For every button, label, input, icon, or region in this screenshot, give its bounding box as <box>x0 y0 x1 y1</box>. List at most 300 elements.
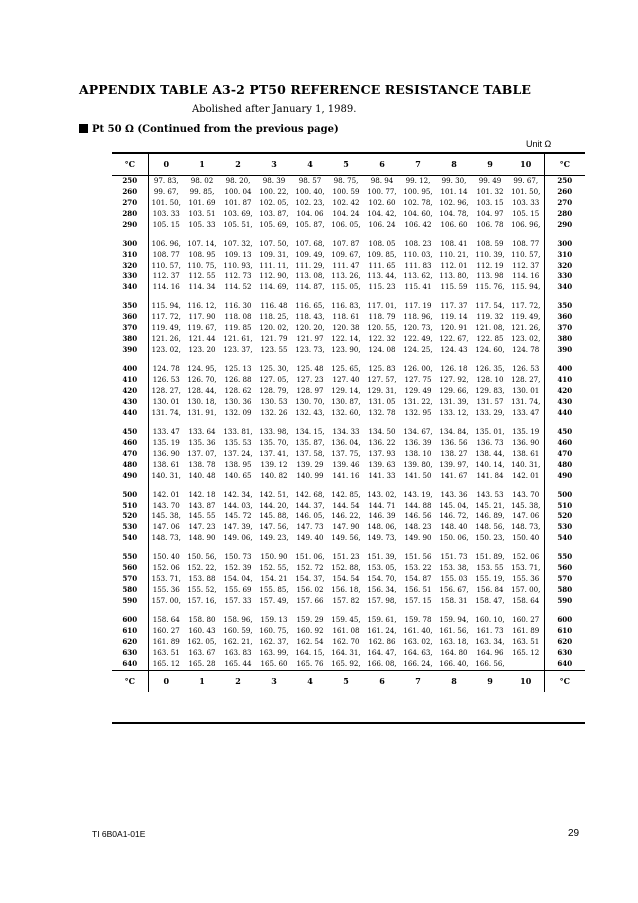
resistance-cell: 140. 48 <box>188 470 216 480</box>
table-row <box>112 449 585 460</box>
resistance-cell: 145. 21, <box>475 500 505 510</box>
table-row <box>112 345 585 356</box>
spacer-cell <box>544 231 585 239</box>
resistance-cell: 120. 38 <box>332 323 360 333</box>
resistance-cell: 123. 02, <box>151 345 181 355</box>
resistance-cell: 159. 61, <box>367 615 397 625</box>
resistance-cell: 109. 13 <box>224 249 252 259</box>
header-col-5: 5 <box>328 154 364 176</box>
resistance-cell: 115. 41 <box>404 282 432 292</box>
resistance-cell: 147. 23 <box>188 522 216 532</box>
resistance-cell: 110. 03, <box>403 249 433 259</box>
resistance-cell: 164. 80 <box>440 647 468 657</box>
resistance-cell: 142. 18 <box>188 489 216 499</box>
resistance-cell: 103. 33 <box>152 208 180 218</box>
resistance-cell: 161. 89 <box>512 625 540 635</box>
spacer-cell <box>184 544 220 552</box>
spacer-cell <box>184 231 220 239</box>
temperature-cell-left: 410 <box>112 375 148 386</box>
resistance-cell: 153. 05, <box>367 563 397 573</box>
resistance-cell: 152. 88, <box>331 563 361 573</box>
resistance-cell: 126. 88 <box>224 375 252 385</box>
header-col-0: 0 <box>148 154 184 176</box>
resistance-cell: 144. 37, <box>295 500 325 510</box>
resistance-cell: 131. 39, <box>439 396 469 406</box>
resistance-cell: 98. 20, <box>225 176 251 185</box>
resistance-cell: 125. 48 <box>296 364 324 374</box>
row-group-spacer <box>112 293 585 301</box>
resistance-cell: 159. 29 <box>296 615 324 625</box>
resistance-cell: 102. 96, <box>439 197 469 207</box>
resistance-cell: 122. 67, <box>439 334 469 344</box>
resistance-cell: 160. 43 <box>188 625 216 635</box>
spacer-cell <box>292 356 328 364</box>
table-row <box>112 323 585 334</box>
resistance-cell: 121. 26, <box>511 323 541 333</box>
resistance-cell: 105. 87, <box>295 219 325 229</box>
resistance-cell: 127. 40 <box>332 375 360 385</box>
resistance-cell: 162. 21, <box>223 636 253 646</box>
resistance-cell: 160. 27 <box>152 625 180 635</box>
resistance-cell: 149. 06, <box>223 533 253 543</box>
footer-row <box>112 670 585 692</box>
temperature-cell-left: 260 <box>112 187 148 198</box>
spacer-cell <box>220 607 256 615</box>
temperature-cell-right: 530 <box>544 522 585 533</box>
temperature-cell-left: 530 <box>112 522 148 533</box>
resistance-cell: 145. 88, <box>259 511 289 521</box>
table-row <box>112 250 585 261</box>
resistance-cell: 136. 22 <box>368 437 396 447</box>
resistance-cell: 119. 32 <box>476 312 504 322</box>
resistance-cell: 142. 01 <box>512 470 540 480</box>
footer-col-9: 9 <box>472 670 508 692</box>
spacer-cell <box>148 481 184 489</box>
resistance-cell: 128. 44, <box>187 385 217 395</box>
header-col-4: 4 <box>292 154 328 176</box>
resistance-cell: 115. 23 <box>368 282 396 292</box>
resistance-cell: 110. 39, <box>475 249 505 259</box>
resistance-cell: 138. 78 <box>188 459 216 469</box>
resistance-cell: 101. 50, <box>151 197 181 207</box>
table-row <box>112 574 585 585</box>
resistance-cell: 157. 00, <box>151 595 181 605</box>
resistance-cell: 156. 02 <box>296 585 324 595</box>
table-row <box>112 471 585 482</box>
resistance-cell: 149. 23, <box>259 533 289 543</box>
footer-col-10: 10 <box>508 670 544 692</box>
spacer-cell <box>544 544 585 552</box>
temperature-cell-right: 260 <box>544 187 585 198</box>
resistance-cell: 103. 33 <box>512 197 540 207</box>
resistance-cell: 146. 72, <box>439 511 469 521</box>
resistance-cell: 151. 73 <box>440 552 468 562</box>
resistance-cell: 166. 08, <box>367 658 397 668</box>
table-row <box>112 220 585 231</box>
resistance-cell: 117. 19 <box>404 301 432 311</box>
resistance-cell: 151. 56 <box>404 552 432 562</box>
resistance-cell: 138. 61 <box>512 448 540 458</box>
spacer-cell <box>400 481 436 489</box>
resistance-cell: 132. 60, <box>331 407 361 417</box>
resistance-cell: 152. 22, <box>187 563 217 573</box>
temperature-cell-right: 440 <box>544 408 585 419</box>
resistance-cell: 128. 97 <box>296 385 324 395</box>
resistance-cell: 152. 39 <box>224 563 252 573</box>
temperature-cell-right: 490 <box>544 471 585 482</box>
spacer-cell <box>508 231 544 239</box>
resistance-cell: 99. 85, <box>189 186 215 196</box>
temperature-cell-left: 280 <box>112 209 148 220</box>
resistance-cell: 119. 49, <box>151 323 181 333</box>
temperature-cell-right: 320 <box>544 261 585 272</box>
temperature-cell-right: 430 <box>544 397 585 408</box>
footer-col-0: 0 <box>148 670 184 692</box>
spacer-cell <box>220 356 256 364</box>
resistance-cell: 146. 05, <box>295 511 325 521</box>
resistance-cell: 126. 18 <box>440 364 468 374</box>
resistance-cell: 113. 98 <box>476 271 504 281</box>
resistance-cell: 148. 23 <box>404 522 432 532</box>
resistance-cell: 101. 50, <box>511 186 541 196</box>
table-row <box>112 282 585 293</box>
spacer-cell <box>436 356 472 364</box>
spacer-cell <box>364 544 400 552</box>
resistance-cell: 98. 57 <box>298 176 322 185</box>
spacer-cell <box>328 481 364 489</box>
resistance-cell: 157. 98, <box>367 595 397 605</box>
footer-col-2: 2 <box>220 670 256 692</box>
resistance-cell: 105. 33 <box>188 219 216 229</box>
resistance-cell: 128. 79, <box>259 385 289 395</box>
resistance-cell: 163. 67 <box>188 647 216 657</box>
resistance-cell: 98. 39 <box>262 176 286 185</box>
resistance-cell: 149. 40 <box>296 533 324 543</box>
spacer-cell <box>472 231 508 239</box>
resistance-cell: 113. 44, <box>367 271 397 281</box>
resistance-cell: 109. 31, <box>259 249 289 259</box>
table-row <box>112 648 585 659</box>
resistance-cell: 136. 73 <box>476 437 504 447</box>
resistance-cell: 122. 49, <box>403 334 433 344</box>
resistance-cell: 137. 75, <box>331 448 361 458</box>
temperature-cell-left: 570 <box>112 574 148 585</box>
resistance-cell: 136. 39 <box>404 437 432 447</box>
footer-col-1: 1 <box>184 670 220 692</box>
resistance-cell: 149. 56, <box>331 533 361 543</box>
temperature-cell-right: 350 <box>544 301 585 312</box>
resistance-cell: 125. 13 <box>224 364 252 374</box>
resistance-cell: 119. 49, <box>511 312 541 322</box>
resistance-cell: 160. 10, <box>475 615 505 625</box>
resistance-cell: 102. 05, <box>259 197 289 207</box>
resistance-cell: 103. 51 <box>188 208 216 218</box>
resistance-cell: 156. 34, <box>367 585 397 595</box>
temperature-cell-left: 580 <box>112 585 148 596</box>
resistance-cell: 123. 20 <box>188 345 216 355</box>
resistance-cell: 163. 51 <box>512 636 540 646</box>
resistance-cell: 114. 87, <box>295 282 325 292</box>
resistance-table <box>112 154 585 692</box>
resistance-cell: 142. 85, <box>331 489 361 499</box>
resistance-cell: 127. 92, <box>439 375 469 385</box>
resistance-cell: 143. 87 <box>188 500 216 510</box>
table-row <box>112 427 585 438</box>
resistance-cell: 124. 25, <box>403 345 433 355</box>
resistance-cell: 136. 04, <box>331 437 361 447</box>
resistance-cell: 145. 72 <box>224 511 252 521</box>
temperature-cell-right: 270 <box>544 198 585 209</box>
resistance-cell: 114. 34 <box>188 282 216 292</box>
resistance-cell: 102. 60 <box>368 197 396 207</box>
header-col-6: 6 <box>364 154 400 176</box>
spacer-cell <box>256 419 292 427</box>
resistance-cell: 97. 83, <box>153 176 179 185</box>
resistance-cell: 152. 06 <box>512 552 540 562</box>
resistance-cell: 165. 76 <box>296 658 324 668</box>
resistance-cell: 100. 77, <box>367 186 397 196</box>
resistance-cell: 121. 79 <box>260 334 288 344</box>
temperature-cell-left: 430 <box>112 397 148 408</box>
spacer-cell <box>328 607 364 615</box>
resistance-cell: 120. 73, <box>403 323 433 333</box>
spacer-cell <box>472 293 508 301</box>
resistance-cell: 116. 48 <box>260 301 288 311</box>
resistance-cell: 147. 56, <box>259 522 289 532</box>
resistance-cell: 141. 50 <box>404 470 432 480</box>
resistance-cell: 144. 54 <box>332 500 360 510</box>
table-row <box>112 438 585 449</box>
resistance-cell: 148. 40 <box>440 522 468 532</box>
table-row <box>112 239 585 250</box>
temperature-cell-right: 620 <box>544 637 585 648</box>
resistance-cell: 164. 31, <box>331 647 361 657</box>
spacer-cell <box>112 544 148 552</box>
temperature-cell-right: 470 <box>544 449 585 460</box>
resistance-cell: 139. 46 <box>332 459 360 469</box>
temperature-cell-right: 510 <box>544 501 585 512</box>
spacer-cell <box>328 544 364 552</box>
header-col-2: 2 <box>220 154 256 176</box>
resistance-cell: 164. 96 <box>476 647 504 657</box>
resistance-cell: 156. 67, <box>439 585 469 595</box>
resistance-cell: 108. 95 <box>188 249 216 259</box>
spacer-cell <box>436 419 472 427</box>
temperature-cell-right: 370 <box>544 323 585 334</box>
resistance-cell: 166. 40, <box>439 658 469 668</box>
resistance-cell: 163. 51 <box>152 647 180 657</box>
resistance-cell: 111. 83 <box>404 260 432 270</box>
resistance-cell: 155. 52, <box>187 585 217 595</box>
spacer-cell <box>472 481 508 489</box>
resistance-cell: 157. 66 <box>296 595 324 605</box>
resistance-cell: 113. 08, <box>295 271 325 281</box>
temperature-cell-left: 460 <box>112 438 148 449</box>
temperature-cell-right: 580 <box>544 585 585 596</box>
temperature-cell-right: 600 <box>544 615 585 626</box>
resistance-cell: 158. 80 <box>188 615 216 625</box>
resistance-cell: 143. 70 <box>512 489 540 499</box>
temperature-cell-right: 410 <box>544 375 585 386</box>
resistance-cell: 126. 00, <box>403 364 433 374</box>
resistance-cell: 135. 53 <box>224 437 252 447</box>
resistance-cell: 115. 76, <box>475 282 505 292</box>
resistance-cell: 121. 61, <box>223 334 253 344</box>
table-row <box>112 585 585 596</box>
table-row <box>112 261 585 272</box>
resistance-cell: 106. 42 <box>404 219 432 229</box>
resistance-cell: 153. 38, <box>439 563 469 573</box>
resistance-cell: 131. 74, <box>151 407 181 417</box>
resistance-cell: 156. 18, <box>331 585 361 595</box>
temperature-cell-right: 250 <box>544 176 585 187</box>
temperature-cell-right: 610 <box>544 626 585 637</box>
resistance-cell: 126. 35, <box>475 364 505 374</box>
resistance-cell: 144. 20, <box>259 500 289 510</box>
resistance-cell: 106. 96, <box>151 238 181 248</box>
spacer-cell <box>472 356 508 364</box>
resistance-cell: 99. 49 <box>478 176 502 185</box>
resistance-cell: 107. 50, <box>259 238 289 248</box>
resistance-cell: 106. 24 <box>368 219 396 229</box>
temperature-cell-left: 400 <box>112 364 148 375</box>
spacer-cell <box>544 419 585 427</box>
resistance-cell: 101. 87 <box>224 197 252 207</box>
spacer-cell <box>256 231 292 239</box>
resistance-cell: 130. 01 <box>512 385 540 395</box>
spacer-cell <box>544 481 585 489</box>
resistance-cell: 108. 77 <box>152 249 180 259</box>
resistance-cell: 150. 06, <box>439 533 469 543</box>
resistance-cell: 124. 60, <box>475 345 505 355</box>
table-row <box>112 626 585 637</box>
spacer-cell <box>436 544 472 552</box>
table-row <box>112 522 585 533</box>
resistance-cell: 123. 73, <box>295 345 325 355</box>
spacer-cell <box>220 481 256 489</box>
section-heading <box>79 124 339 135</box>
resistance-cell: 133. 98, <box>259 426 289 436</box>
resistance-cell: 118. 61 <box>332 312 360 322</box>
document-code: TI 6B0A1-01E <box>92 829 146 839</box>
header-row <box>112 154 585 176</box>
spacer-cell <box>148 607 184 615</box>
table-row <box>112 198 585 209</box>
resistance-cell: 130. 87, <box>331 396 361 406</box>
resistance-cell: 117. 01, <box>367 301 397 311</box>
resistance-cell: 112. 55 <box>188 271 216 281</box>
resistance-cell: 141. 84 <box>476 470 504 480</box>
temperature-cell-right: 460 <box>544 438 585 449</box>
spacer-cell <box>364 293 400 301</box>
resistance-cell: 148. 73, <box>151 533 181 543</box>
temperature-cell-left: 600 <box>112 615 148 626</box>
spacer-cell <box>184 481 220 489</box>
spacer-cell <box>364 356 400 364</box>
resistance-cell: 110. 57, <box>151 260 181 270</box>
table-row <box>112 397 585 408</box>
resistance-cell: 145. 55 <box>188 511 216 521</box>
spacer-cell <box>436 293 472 301</box>
resistance-cell: 148. 73, <box>511 522 541 532</box>
header-col-7: 7 <box>400 154 436 176</box>
temperature-cell-left: 490 <box>112 471 148 482</box>
resistance-cell: 153. 55 <box>476 563 504 573</box>
resistance-cell: 148. 56, <box>475 522 505 532</box>
resistance-cell: 118. 25, <box>259 312 289 322</box>
spacer-cell <box>292 544 328 552</box>
resistance-cell: 146. 39 <box>368 511 396 521</box>
resistance-cell: 100. 40, <box>295 186 325 196</box>
resistance-cell: 110. 21, <box>439 249 469 259</box>
temperature-cell-right: 400 <box>544 364 585 375</box>
spacer-cell <box>544 356 585 364</box>
resistance-cell: 102. 78, <box>403 197 433 207</box>
table-row <box>112 271 585 282</box>
resistance-cell: 139. 97, <box>439 459 469 469</box>
temperature-cell-left: 620 <box>112 637 148 648</box>
resistance-cell: 112. 90, <box>259 271 289 281</box>
spacer-cell <box>328 419 364 427</box>
resistance-cell: 106. 96, <box>511 219 541 229</box>
temperature-cell-right: 290 <box>544 220 585 231</box>
resistance-cell: 134. 33 <box>332 426 360 436</box>
resistance-cell: 142. 34, <box>223 489 253 499</box>
resistance-cell: 108. 05 <box>368 238 396 248</box>
resistance-cell: 158. 47, <box>475 595 505 605</box>
resistance-cell: 165. 12 <box>152 658 180 668</box>
table-row <box>112 490 585 501</box>
table-row <box>112 501 585 512</box>
temperature-cell-left: 340 <box>112 282 148 293</box>
resistance-cell: 153. 22 <box>404 563 432 573</box>
resistance-cell: 119. 67, <box>187 323 217 333</box>
resistance-cell: 150. 40 <box>512 533 540 543</box>
resistance-cell: 155. 03 <box>440 574 468 584</box>
resistance-cell: 145. 04, <box>439 500 469 510</box>
spacer-cell <box>508 544 544 552</box>
resistance-cell: 121. 08, <box>475 323 505 333</box>
resistance-cell: 116. 12, <box>187 301 217 311</box>
resistance-cell: 111. 65 <box>368 260 396 270</box>
spacer-cell <box>472 607 508 615</box>
resistance-cell: 108. 23 <box>404 238 432 248</box>
temperature-cell-left: 480 <box>112 460 148 471</box>
resistance-cell: 159. 78 <box>404 615 432 625</box>
resistance-cell: 166. 56, <box>475 658 505 668</box>
resistance-cell: 143. 02, <box>367 489 397 499</box>
resistance-cell: 102. 23, <box>295 197 325 207</box>
resistance-cell: 112. 73 <box>224 271 252 281</box>
resistance-cell: 162. 70 <box>332 636 360 646</box>
resistance-cell: 104. 24 <box>332 208 360 218</box>
resistance-cell: 127. 23 <box>296 375 324 385</box>
resistance-cell: 120. 02, <box>259 323 289 333</box>
resistance-cell: 147. 06 <box>152 522 180 532</box>
resistance-cell: 130. 01 <box>152 396 180 406</box>
resistance-cell: 140. 65 <box>224 470 252 480</box>
spacer-cell <box>508 481 544 489</box>
spacer-cell <box>508 607 544 615</box>
resistance-cell: 142. 68, <box>295 489 325 499</box>
temperature-cell-right: 380 <box>544 334 585 345</box>
spacer-cell <box>364 607 400 615</box>
resistance-cell: 159. 13 <box>260 615 288 625</box>
resistance-cell: 124. 08 <box>368 345 396 355</box>
temperature-cell-left: 610 <box>112 626 148 637</box>
resistance-cell: 103. 69, <box>223 208 253 218</box>
spacer-cell <box>400 544 436 552</box>
